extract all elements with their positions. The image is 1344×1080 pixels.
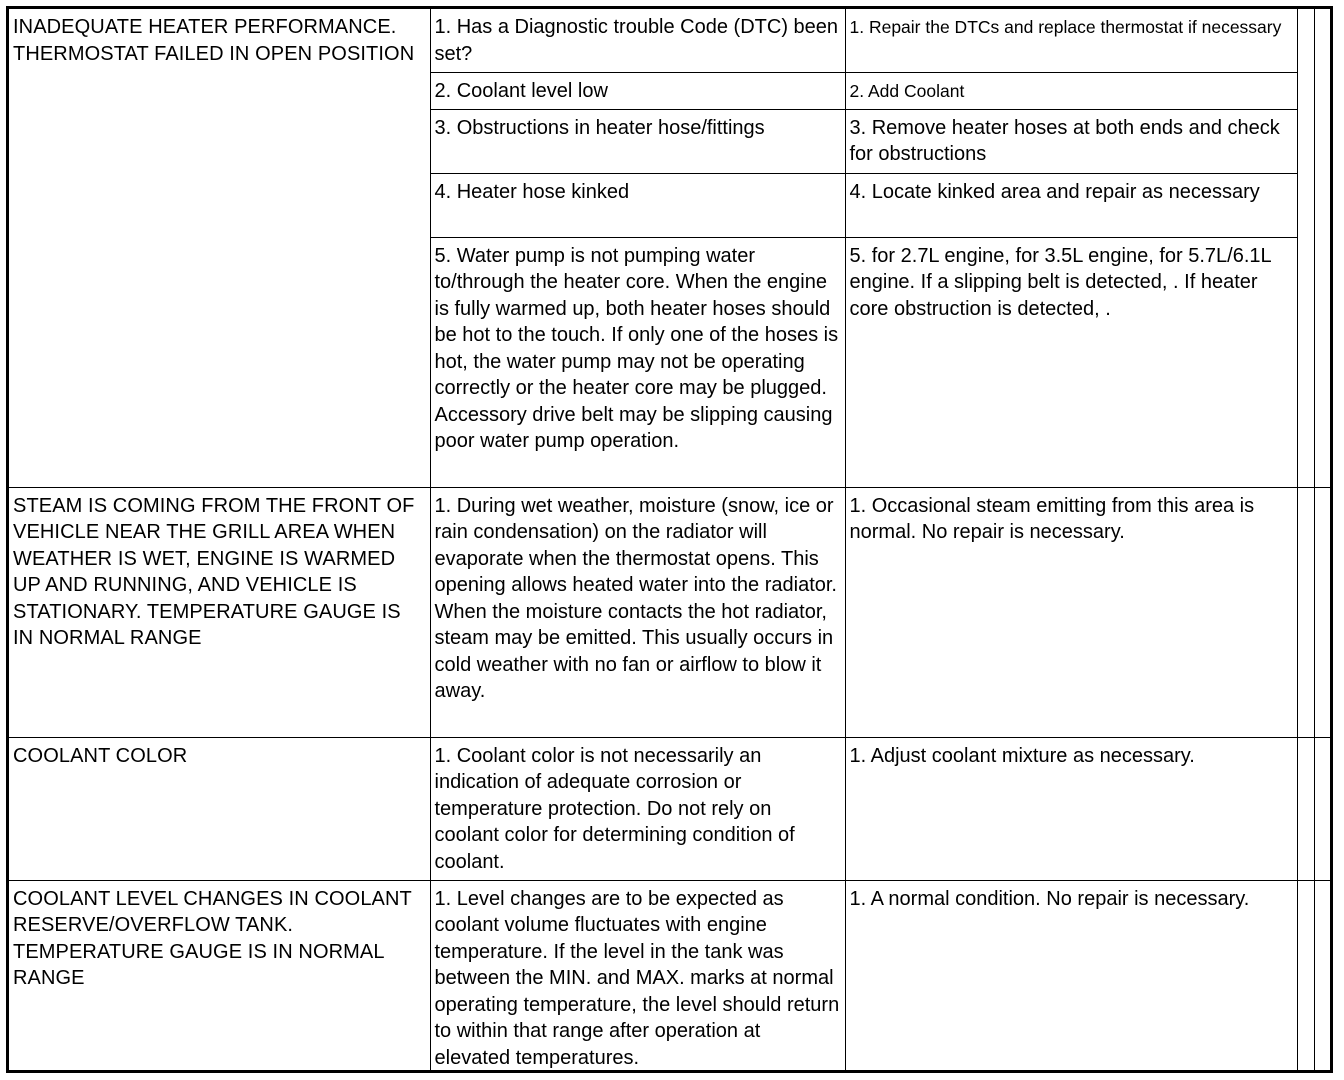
table-row	[9, 880, 1330, 1073]
cause-text: 1. Has a Diagnostic trouble Code (DTC) been set?	[434, 16, 839, 65]
condition-text: COOLANT LEVEL CHANGES IN COOLANT RESERVE/OVERFLOW TANK. TEMPERATURE GAUGE IS IN NORMAL RANGE	[13, 887, 412, 989]
cause-text: 5. Water pump is not pumping water to/through the heater core. When the engine is fully warmed up, both heater hoses should be hot to the touch. If only one of the hoses is hot, the water pump may not be operating correctly or the heater core may be plugged. Accessory drive belt may be slipping causing poor water pump operation.	[434, 244, 839, 452]
diagnosis-table	[9, 9, 1330, 1073]
correction-cell	[845, 487, 1297, 737]
correction-text: 1. A normal condition. No repair is necessary.	[849, 887, 1250, 910]
correction-text: 1. Repair the DTCs and replace thermostat if necessary	[849, 17, 1282, 37]
cause-text: 3. Obstructions in heater hose/fittings	[434, 116, 765, 139]
cause-cell	[430, 737, 845, 880]
condition-cell	[9, 880, 430, 1073]
check-cell	[1314, 487, 1330, 737]
check-cell	[1314, 880, 1330, 1073]
table-row	[9, 737, 1330, 880]
table-row	[9, 9, 1330, 72]
cause-cell	[430, 173, 845, 237]
cause-text: 1. During wet weather, moisture (snow, ice or rain condensation) on the radiator will evaporate when the thermostat opens. This opening allows heated water into the radiator. When the moisture contacts the hot radiator, steam may be emitted. This usually occurs in cold weather with no fan or airflow to blow it away.	[434, 494, 837, 702]
cause-cell	[430, 487, 845, 737]
cause-cell	[430, 72, 845, 109]
correction-text: 4. Locate kinked area and repair as necessary	[849, 180, 1260, 203]
cause-cell	[430, 237, 845, 487]
condition-text: COOLANT COLOR	[13, 744, 188, 767]
correction-cell	[845, 109, 1297, 173]
check-column-1	[1297, 9, 1314, 487]
correction-cell	[845, 72, 1297, 109]
correction-text: 5. for 2.7L engine, for 3.5L engine, for 5.7L/6.1L engine. If a slipping belt is detected, . If heater core obstruction is detected, .	[849, 244, 1271, 320]
cause-text: 4. Heater hose kinked	[434, 180, 630, 203]
check-cell	[1297, 880, 1314, 1073]
condition-text: INADEQUATE HEATER PERFORMANCE. THERMOSTAT FAILED IN OPEN POSITION	[13, 16, 415, 65]
check-cell	[1314, 737, 1330, 880]
condition-cell	[9, 737, 430, 880]
cause-cell	[430, 9, 845, 72]
cause-text: 1. Coolant color is not necessarily an indication of adequate corrosion or temperature protection. Do not rely on coolant color for determining condition of coolant.	[434, 744, 795, 873]
correction-cell	[845, 880, 1297, 1073]
cause-cell	[430, 880, 845, 1073]
check-column-2	[1314, 9, 1330, 487]
cause-text: 2. Coolant level low	[434, 79, 608, 102]
cause-cell	[430, 109, 845, 173]
cause-text: 1. Level changes are to be expected as coolant volume fluctuates with engine temperature. If the level in the tank was between the MIN. and MAX. marks at normal operating temperature, the level should return to within that range after operation at elevated temperatures.	[434, 887, 840, 1069]
condition-cell	[9, 487, 430, 737]
correction-cell	[845, 237, 1297, 487]
correction-cell	[845, 9, 1297, 72]
check-cell	[1297, 487, 1314, 737]
table-row	[9, 487, 1330, 737]
correction-text: 1. Adjust coolant mixture as necessary.	[849, 744, 1195, 767]
correction-text: 1. Occasional steam emitting from this area is normal. No repair is necessary.	[849, 494, 1255, 543]
condition-text: STEAM IS COMING FROM THE FRONT OF VEHICLE NEAR THE GRILL AREA WHEN WEATHER IS WET, ENGINE IS WARMED UP AND RUNNING, AND VEHICLE IS STATIONARY. TEMPERATURE GAUGE IS IN NORMAL RANGE	[13, 494, 415, 649]
check-cell	[1297, 737, 1314, 880]
condition-cell	[9, 9, 430, 487]
correction-text: 3. Remove heater hoses at both ends and check for obstructions	[849, 116, 1280, 165]
correction-text: 2. Add Coolant	[849, 80, 965, 101]
correction-cell	[845, 173, 1297, 237]
diagnosis-table-frame	[6, 6, 1333, 1073]
correction-cell	[845, 737, 1297, 880]
